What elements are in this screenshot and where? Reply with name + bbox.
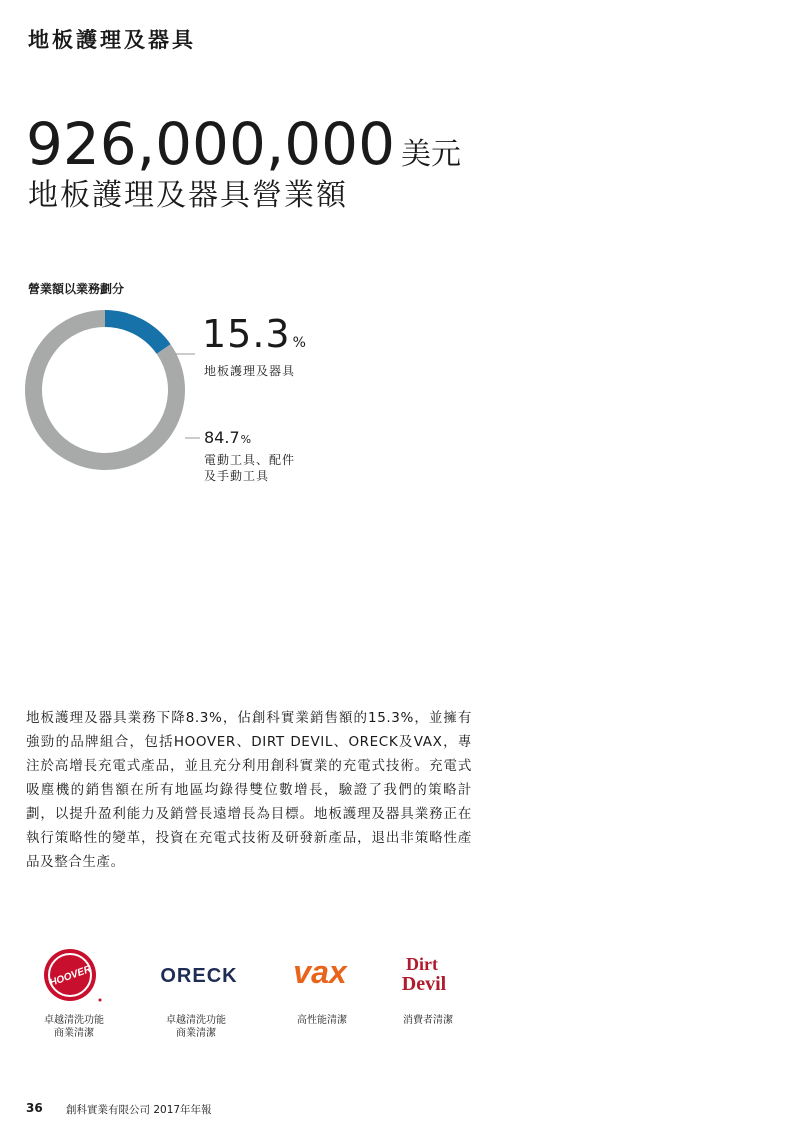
brand-caption-line1: 高性能清潔 <box>297 1015 347 1026</box>
brand-hoover-caption <box>38 1014 110 1040</box>
slice-1-value <box>202 312 306 356</box>
hoover-logo-text: HOOVER <box>48 963 93 989</box>
vax-logo <box>284 955 360 991</box>
chart-title: 營業額以業務劃分 <box>28 282 125 296</box>
dirt-devil-logo-line2: Devil <box>401 973 447 995</box>
headline-label: 地板護理及器具營業額 <box>28 178 348 213</box>
amount-number: 926,000,000 <box>26 110 395 178</box>
slice-2-label-line2: 及手動工具 <box>204 469 270 483</box>
page-number: 36 <box>26 1101 43 1115</box>
slice-2-label-line1: 電動工具、配件 <box>204 453 296 467</box>
headline-amount <box>26 110 461 178</box>
body-paragraph: 地板護理及器具業務下降8.3%，佔創科實業銷售額的15.3%，並擁有強勁的品牌組合，包括HOOVER、DIRT DEVIL、ORECK及VAX，專注於高增長充電式產品，並且充分利用創科實業的充電式技術。充電式吸塵機的銷售額在所有地區均錄得雙位數增長，驗證了我們的策略計劃，以提升盈利能力及銷營長遠增長為目標。地板護理及器具業務正在執行策略性的變革，投資在充電式技術及研發新產品，退出非策略性產品及整合生產。 <box>26 710 472 870</box>
oreck-logo <box>151 962 247 988</box>
brand-dirt-devil-caption <box>390 1014 466 1027</box>
brand-caption-line1: 消費者清潔 <box>403 1015 453 1026</box>
dirt-devil-logo-line1: Dirt <box>406 954 438 974</box>
brand-caption-line2: 商業清潔 <box>54 1028 94 1039</box>
slice-1-number: 15.3 <box>202 312 291 356</box>
vax-logo-text: vax <box>293 955 347 990</box>
brand-oreck <box>150 962 248 992</box>
brand-caption-line1: 卓越清洗功能 <box>166 1015 226 1026</box>
hoover-logo <box>41 948 103 1006</box>
dirt-devil-logo <box>394 950 460 1000</box>
section-title: 地板護理及器具 <box>28 28 196 52</box>
brand-caption-line2: 商業清潔 <box>176 1028 216 1039</box>
slice-2-unit: % <box>240 433 252 446</box>
donut-chart <box>20 310 210 470</box>
slice-1-label: 地板護理及器具 <box>204 364 296 378</box>
slice-2-number: 84.7 <box>204 428 240 447</box>
brand-dirt-devil <box>394 950 460 1004</box>
brand-oreck-caption <box>160 1014 232 1040</box>
oreck-logo-text: ORECK <box>160 965 238 987</box>
slice-2-value <box>204 428 251 447</box>
donut-slice-floor-care <box>105 310 171 354</box>
brand-caption-line1: 卓越清洗功能 <box>44 1015 104 1026</box>
footer-text: 創科實業有限公司 2017年年報 <box>66 1104 212 1116</box>
slice-2-label <box>204 452 295 484</box>
brand-vax-caption <box>282 1014 362 1027</box>
brand-hoover <box>38 948 106 1010</box>
amount-unit: 美元 <box>401 137 461 172</box>
slice-1-unit: % <box>292 335 306 351</box>
brand-vax <box>284 955 360 995</box>
